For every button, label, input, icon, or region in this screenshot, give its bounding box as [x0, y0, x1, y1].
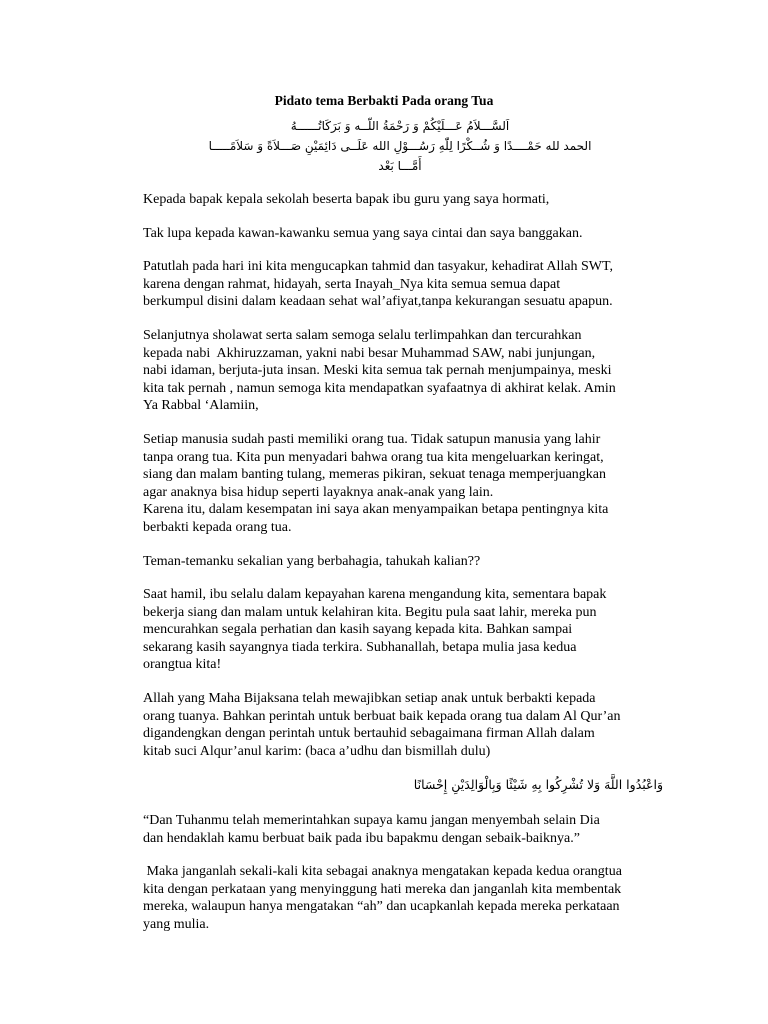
paragraph-sholawat: Selanjutnya sholawat serta salam semoga selalu terlimpahkan dan tercurahkan kepada nabi Akhiruzzaman, yakni nabi besar Muhammad SAW, nabi junjungan, nabi idaman, berjuta-juta insan. Meski kita semua tak pernah menjumpainya, meski kita tak pernah , namun semoga kita mendapatkan syafaatnya di akhirat kelak. Amin Ya Rabbal ‘Alamiin,	[143, 327, 616, 414]
paragraph-tahmid: Patutlah pada hari ini kita mengucapkan tahmid dan tasyakur, kehadirat Allah SWT, karena dengan rahmat, hidayah, serta Inayah_Nya kita semua semua dapat berkumpul disini dalam keadaan sehat wal’afiyat,tanpa kekurangan sesuatu apapun.	[143, 259, 613, 310]
paragraph-closing: Maka janganlah sekali-kali kita sebagai anaknya mengatakan kepada kedua orangtua kita dengan perkataan yang menyinggung hati mereka dan janganlah kita membentak mereka, walaupun hanya mengatakan “ah” dan ucapkanlah kepada mereka perkataan yang mulia.	[143, 864, 622, 932]
paragraph-obligation: Allah yang Maha Bijaksana telah mewajibkan setiap anak untuk berbakti kepada orang tuanya. Bahkan perintah untuk berbuat baik kepada orang tua dalam Al Qur’an digandengkan dengan perintah untuk bertauhid sebagaimana firman Allah dalam kitab suci Alqur’anul karim: (baca a’udhu dan bismillah dulu)	[143, 691, 621, 759]
paragraph-greeting: Kepada bapak kepala sekolah beserta bapak ibu guru yang saya hormati,	[143, 192, 550, 207]
verse-translation: “Dan Tuhanmu telah memerintahkan supaya kamu jangan menyembah selain Dia dan hendaklah kamu berbuat baik pada ibu bapakmu dengan sebaik-baiknya.”	[143, 813, 600, 846]
arabic-greeting-text: اَلسَّـــلاَمُ عَـــلَيْكُمْ وَ رَحْمَةُ اللّــه وَ بَرَكَاتُــــــهُ الحمد لله حَمْــــدًا وَ شُــكْرًا لِلّٰهِ رَسُـــوْلِ الله عَلَــى دَائِمَيْنِ صَـــلاَةً وَ سَلاَمًـــــا أَمَّـــا بَعْد	[208, 119, 592, 173]
arabic-greeting	[190, 116, 610, 176]
paragraph-parents: Setiap manusia sudah pasti memiliki orang tua. Tidak satupun manusia yang lahir tanpa orang tua. Kita pun menyadari bahwa orang tua kita mengeluarkan keringat, siang dan malam banting tulang, memeras pikiran, sekuat tenaga memperjuangkan agar anaknya bisa hidup seperti layaknya anak-anak yang lain. Karena itu, dalam kesempatan ini saya akan menyampaikan betapa pentingnya kita berbakti kepada orang tua.	[143, 431, 609, 535]
document-title: Pidato tema Berbakti Pada orang Tua	[274, 93, 494, 108]
paragraph-mother: Saat hamil, ibu selalu dalam kepayahan karena mengandung kita, sementara bapak bekerja siang dan malam untuk kelahiran kita. Begitu pula saat lahir, mereka pun mencurahkan segala perhatian dan kasih sayang kepada kita. Bahkan sampai sekarang kasih sayangnya tiada terkira. Subhanallah, betapa mulia jasa kedua orangtua kita!	[143, 587, 607, 673]
quran-verse: وَاعْبُدُوا اللَّهَ وَلا تُشْرِكُوا بِهِ شَيْئًا وَبِالْوَالِدَيْنِ إِحْسَانًا	[413, 777, 663, 793]
paragraph-question: Teman-temanku sekalian yang berbahagia, tahukah kalian??	[143, 553, 481, 569]
paragraph-friends: Tak lupa kepada kawan-kawanku semua yang saya cintai dan saya banggakan.	[143, 225, 583, 241]
document-body	[143, 191, 663, 934]
